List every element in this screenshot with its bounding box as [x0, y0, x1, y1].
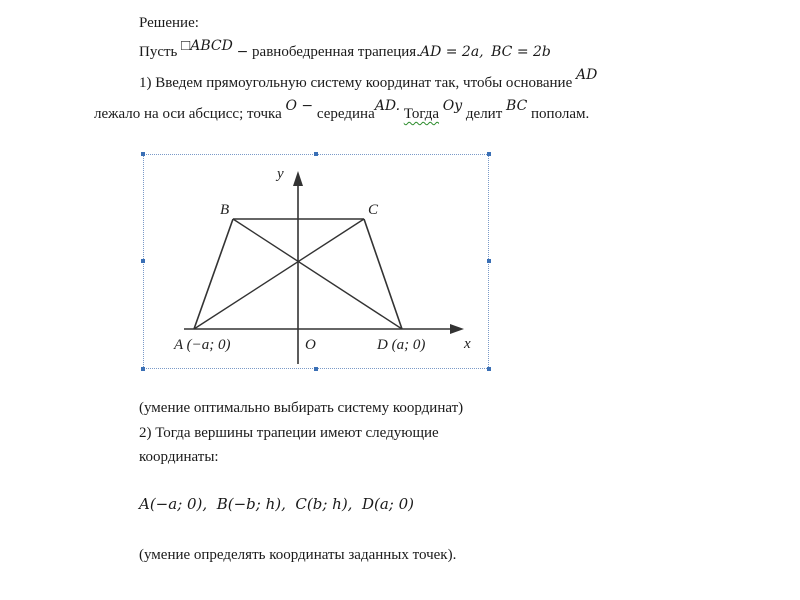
o-label: O −: [285, 98, 314, 114]
problem-statement: [139, 38, 551, 62]
bc-label: BC: [506, 98, 528, 114]
y-axis-arrow: [293, 171, 303, 186]
solution-heading: Решение:: [139, 15, 199, 31]
label-o: O: [305, 337, 316, 353]
trapezoid-figure[interactable]: [143, 154, 489, 369]
x-axis-arrow: [450, 324, 464, 334]
vertex-coordinates: A(−a; 0), B(−b; h), C(b; h), D(a; 0): [139, 495, 415, 513]
label-a: A (−a; 0): [174, 337, 231, 353]
label-c: C: [368, 202, 379, 218]
ad-label-2: AD.: [374, 98, 401, 114]
step2-line2: координаты:: [139, 449, 219, 465]
label-b: B: [220, 202, 230, 218]
label-x: x: [464, 336, 471, 352]
step2-line1: 2) Тогда вершины трапеции имеют следующие: [139, 425, 439, 441]
step1-line1: [139, 67, 598, 93]
ad-equation: AD = 2a,: [419, 44, 484, 60]
ad-label: AD: [575, 67, 598, 83]
label-y: y: [277, 166, 284, 182]
trapezoid-symbol: □: [181, 38, 191, 54]
diagonal-ac: [194, 219, 364, 329]
label-d: D (a; 0): [377, 337, 426, 353]
side-cd: [364, 219, 402, 329]
skill-note-1: (умение оптимально выбирать систему координат): [139, 400, 464, 416]
step1-text-5: делит: [465, 106, 503, 122]
step1-text-4: Тогда: [403, 106, 440, 122]
dash: −: [236, 44, 249, 60]
side-ab: [194, 219, 233, 329]
step1-text-6: пополам.: [531, 106, 590, 122]
trapezoid-description: равнобедренная трапеция.: [252, 44, 420, 60]
oy-label: Oy: [442, 98, 463, 114]
step1-text: 1) Введем прямоугольную систему координат так, чтобы основание: [139, 75, 573, 91]
skill-note-2: (умение определять координаты заданных точек).: [139, 547, 457, 563]
let-word: Пусть: [139, 44, 178, 60]
diagonal-bd: [233, 219, 402, 329]
bc-equation: BC = 2b: [491, 44, 551, 60]
step1-line2: [94, 98, 590, 124]
step1-text-2: лежало на оси абсцисс; точка: [94, 106, 282, 122]
trapezoid-drawing: [144, 155, 488, 368]
step1-text-3: середина: [316, 106, 375, 122]
trapezoid-name: ABCD: [190, 38, 233, 54]
